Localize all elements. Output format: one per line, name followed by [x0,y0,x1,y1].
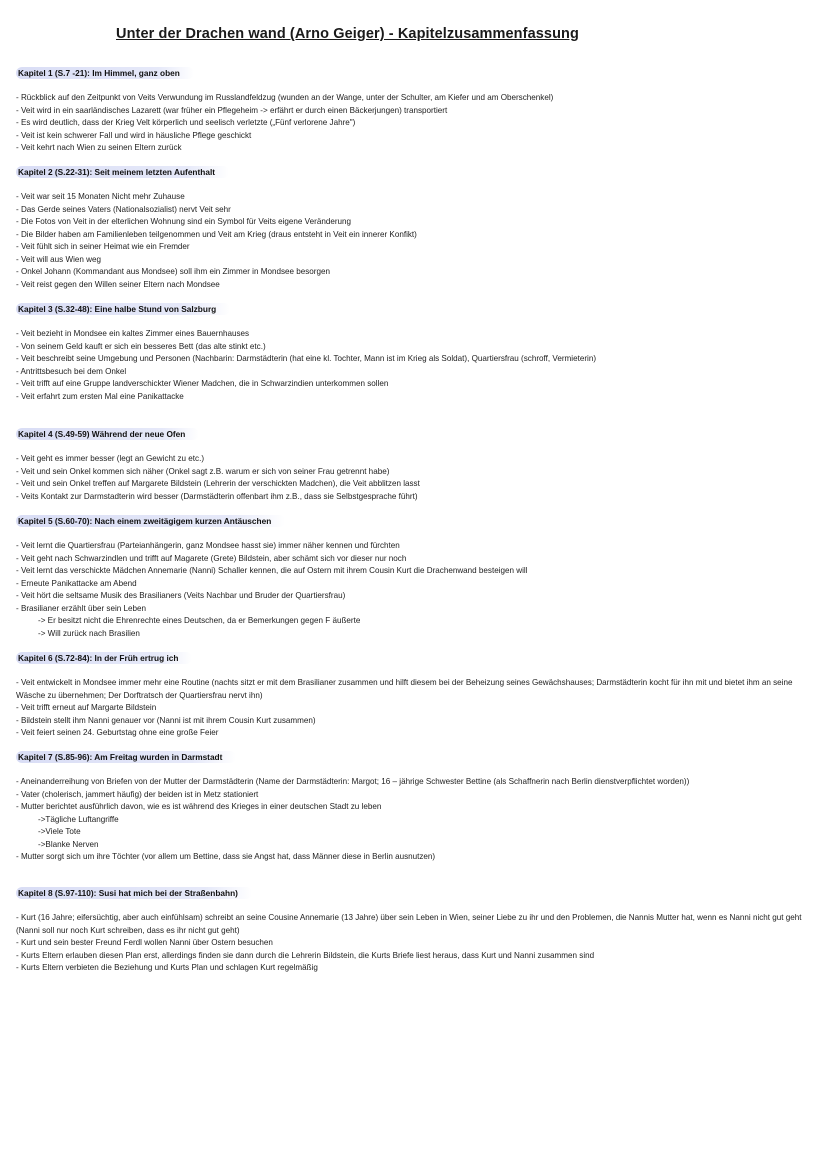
chapter-item-list [16,776,816,864]
list-item: - Veit geht nach Schwarzindlen und trifft auf Magarete (Grete) Bildstein, aber schämt sich vor dieser nur noch [16,553,407,563]
chapter-item-list [16,453,816,503]
list-item: - Vater (cholerisch, jammert häufig) der beiden ist in Metz stationiert [16,789,259,799]
list-item: - Das Gerde seines Vaters (Nationalsozialist) nervt Veit sehr [16,204,231,214]
list-item: - Erneute Panikattacke am Abend [16,578,137,588]
list-item: - Veit lernt das verschickte Mädchen Annemarie (Nanni) Schaller kennen, die auf Ostern mit ihrem Cousin Kurt die Drachenwand besteigen will [16,566,528,575]
list-item: ->Blanke Nerven [38,839,99,849]
list-item: - Mutter berichtet ausführlich davon, wie es ist während des Krieges in einer deutschen Stadt zu leben [16,802,382,811]
list-item: ->Tägliche Luftangriffe [38,814,119,824]
list-item: - Veit entwickelt in Mondsee immer mehr eine Routine (nachts sitzt er mit dem Brasilianer zusammen und hilft diesem bei der Beheizung seines Gewächshauses; Darmstädterin kocht für ihn mit und bietet ihm an seine Wäsche zu übernehmen; Der Dorftratsch der Quartiersfrau nervt ihn) [16,678,793,700]
list-item: - Mutter sorgt sich um ihre Töchter (vor allem um Bettine, dass sie Angst hat, dass Männer diese in Berlin ausnutzen) [16,852,436,861]
list-item: - Veit und sein Onkel treffen auf Margarete Bildstein (Lehrerin der verschickten Madchen), die Veit abblitzen lasst [16,479,420,488]
list-item: - Kurt (16 Jahre; eifersüchtig, aber auch einfühlsam) schreibt an seine Cousine Annemarie (13 Jahre) über sein Leben in Wien, seiner Liebe zu ihr und den Problemen, die Nannis Mutter hat, wenn es Nanni nicht gut geht (Nanni soll nur noch Kurt schreiben, dass es ihr nicht gut geht) [16,913,802,935]
list-item: - Veit feiert seinen 24. Geburtstag ohne eine große Feier [16,728,219,737]
list-item: ->Viele Tote [38,827,81,836]
list-item: - Kurts Eltern verbieten die Beziehung und Kurts Plan und schlagen Kurt regelmäßig [16,963,318,972]
chapter-section [16,424,816,503]
chapter-section [16,162,816,291]
chapter-item-list [16,328,816,403]
list-item: - Veit geht es immer besser (legt an Gewicht zu etc.) [16,454,205,463]
chapter-item-list [16,92,816,155]
chapter-section [16,299,816,403]
chapter-heading: Kapitel 7 (S.85-96): Am Freitag wurden in Darmstadt [16,751,236,763]
list-item: - Veit ist kein schwerer Fall und wird in häusliche Pflege geschickt [16,130,252,140]
chapter-heading: Kapitel 2 (S.22-31): Seit meinem letzten Aufenthalt [16,166,229,178]
page-title: Unter der Drachen wand (Arno Geiger) - Kapitelzusammenfassung [116,26,579,42]
list-item: - Veit trifft erneut auf Margarte Bildstein [16,703,157,712]
chapter-heading: Kapitel 3 (S.32-48): Eine halbe Stund von Salzburg [16,303,230,315]
list-item: - Veit reist gegen den Willen seiner Eltern nach Mondsee [16,279,220,289]
list-item: - Onkel Johann (Kommandant aus Mondsee) soll ihm ein Zimmer in Mondsee besorgen [16,267,331,276]
chapter-item-list [16,191,816,291]
chapter-heading: Kapitel 6 (S.72-84): In der Früh ertrug ich [16,652,192,664]
list-item: -> Er besitzt nicht die Ehrenrechte eines Deutschen, da er Bemerkungen gegen F äußerte [38,616,361,625]
list-item: - Kurts Eltern erlauben diesen Plan erst, allerdings finden sie dann durch die Lehrerin Bildstein, die Kurts Briefe liest heraus, dass Kurt und Nanni zusammen sind [16,950,595,960]
list-item: - Veit will aus Wien weg [16,254,102,264]
chapter-item-list [16,912,816,975]
chapter-item-list [16,677,816,740]
list-item: - Veit erfahrt zum ersten Mal eine Panikattacke [16,391,184,401]
chapter-section [16,63,816,155]
list-item: - Veit hört die seltsame Musik des Brasilianers (Veits Nachbar und Bruder der Quartiersfrau) [16,591,346,600]
list-item: - Brasilianer erzählt über sein Leben [16,603,147,613]
list-item: - Veit trifft auf eine Gruppe landverschickter Wiener Madchen, die in Schwarzindien unterkommen sollen [16,379,389,388]
list-item: - Aneinanderreihung von Briefen von der Mutter der Darmstädterin (Name der Darmstädterin: Margot; 16 – jährige Schwester Bettine (als Schaffnerin nach Berlin dienstverpflichtet worden)) [16,777,690,786]
list-item: - Antrittsbesuch bei dem Onkel [16,366,127,376]
chapter-item-list [16,540,816,640]
list-item: - Es wird deutlich, dass der Krieg Velt körperlich und seelisch verletzte („Fünf verlorene Jahre") [16,118,356,127]
list-item: - Rückblick auf den Zeitpunkt von Veits Verwundung im Russlandfeldzug (wunden an der Wange, unter der Schulter, am Kiefer und am Oberschenkel) [16,93,554,102]
chapter-heading: Kapitel 4 (S.49-59) Während der neue Ofen [16,428,199,440]
list-item: - Kurt und sein bester Freund Ferdl wollen Nanni über Ostern besuchen [16,938,273,947]
list-item: - Die Fotos von Veit in der elterlichen Wohnung sind ein Symbol für Veits eigene Veränderung [16,217,352,226]
list-item: - Veit kehrt nach Wien zu seinen Eltern zurück [16,143,182,152]
list-item: - Veit war seit 15 Monaten Nicht mehr Zuhause [16,192,185,201]
list-item: -> Will zurück nach Brasilien [38,628,140,638]
list-item: - Veit lernt die Quartiersfrau (Parteianhängerin, ganz Mondsee hasst sie) immer näher kennen und fürchten [16,541,400,550]
list-item: - Veit und sein Onkel kommen sich näher (Onkel sagt z.B. warum er sich von seiner Frau getrennt habe) [16,466,390,476]
chapter-section [16,883,816,975]
list-item: - Veits Kontakt zur Darmstadterin wird besser (Darmstädterin offenbart ihm z.B., dass sie Selbstgesprache führt) [16,491,418,501]
list-item: - Veit beschreibt seine Umgebung und Personen (Nachbarin: Darmstädterin (hat eine kl. Tochter, Mann ist im Krieg als Soldat), Quartiersfrau (schroff, Vermieterin) [16,354,597,363]
list-item: - Bildstein stellt ihm Nanni genauer vor (Nanni ist mit ihrem Cousin Kurt zusammen) [16,715,316,725]
chapter-heading: Kapitel 1 (S.7 -21): Im Himmel, ganz oben [16,67,194,79]
chapter-section [16,511,816,640]
list-item: - Veit fühlt sich in seiner Heimat wie ein Fremder [16,242,190,251]
list-item: - Die Bilder haben am Familienleben teilgenommen und Veit am Krieg (draus entsteht in Veit ein innerer Konfikt) [16,229,417,239]
list-item: - Veit wird in ein saarländisches Lazarett (war früher ein Pflegeheim -> erfährt er durch einen Bäckerjungen) transportiert [16,105,448,115]
chapter-section [16,747,816,864]
list-item: - Veit bezieht in Mondsee ein kaltes Zimmer eines Bauernhauses [16,329,250,338]
chapter-section [16,648,816,740]
chapter-heading: Kapitel 8 (S.97-110): Susi hat mich bei der Straßenbahn) [16,887,252,899]
list-item: - Von seinem Geld kauft er sich ein besseres Bett (das alte stinkt etc.) [16,341,266,351]
chapter-heading: Kapitel 5 (S.60-70): Nach einem zweitägigem kurzen Antäuschen [16,515,285,527]
